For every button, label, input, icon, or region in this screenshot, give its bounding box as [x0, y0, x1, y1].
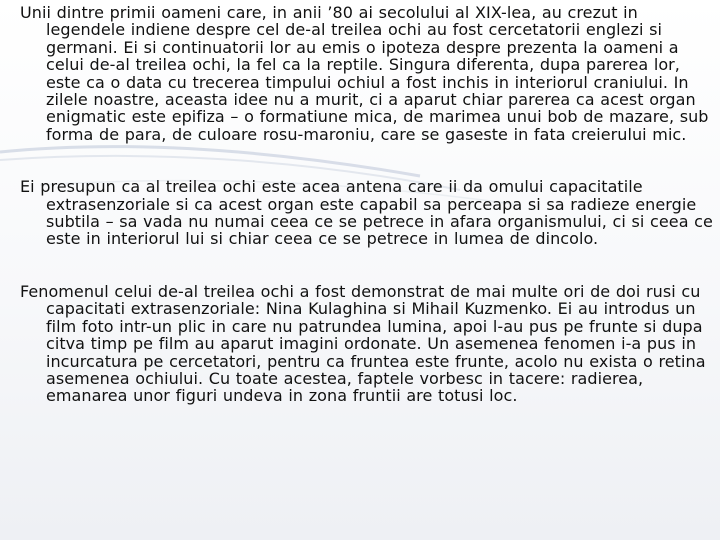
paragraph-pineal-history: Unii dintre primii oameni care, in anii ’80 ai secolului al XIX-lea, au crezut in legendele indiene despre cel de-al treilea ochi au fost cercetatorii englezi si germani. Ei si continuatorii lor au emis o ipoteza despre prezenta la oameni a celui de-al treilea ochi, la fel ca la reptile. Singura diferenta, dupa parerea lor, este ca o data cu trecerea timpului ochiul a fost inchis in interiorul craniului. In zilele noastre, aceasta idee nu a murit, ci a aparut chiar parerea ca acest organ enigmatic este epifiza – o formatiune mica, de marimea unui bob de mazare, sub forma de para, de culoare rosu-maroniu, care se gaseste in fata creierului mic. [20, 3, 709, 144]
paragraph-extrasensory-antenna: Ei presupun ca al treilea ochi este acea antena care ii da omului capacitatile extrasenzoriale si ca acest organ este capabil sa perceapa si sa radieze energie subtila – sa vada nu numai ceea ce se petrece in afara organismului, ci si ceea ce este in interiorul lui si chiar ceea ce se petrece in lumea de dincolo. [20, 177, 713, 249]
paragraph-demonstration: Fenomenul celui de-al treilea ochi a fost demonstrat de mai multe ori de doi rusi cu capacitati extrasenzoriale: Nina Kulaghina si Mihail Kuzmenko. Ei au introdus un film foto intr-un plic in care nu patrundea lumina, apoi l-au pus pe frunte si dupa citva timp pe film au aparut imagini ordonate. Un asemenea fenomen i-a pus in incurcatura pe cercetatori, pentru ca fruntea este frunte, acolo nu exista o retina asemenea ochiului. Cu toate acestea, faptele vorbesc in tacere: radierea, emanarea unor figuri undeva in zona fruntii are totusi loc. [20, 281, 706, 406]
text-body [20, 4, 716, 405]
